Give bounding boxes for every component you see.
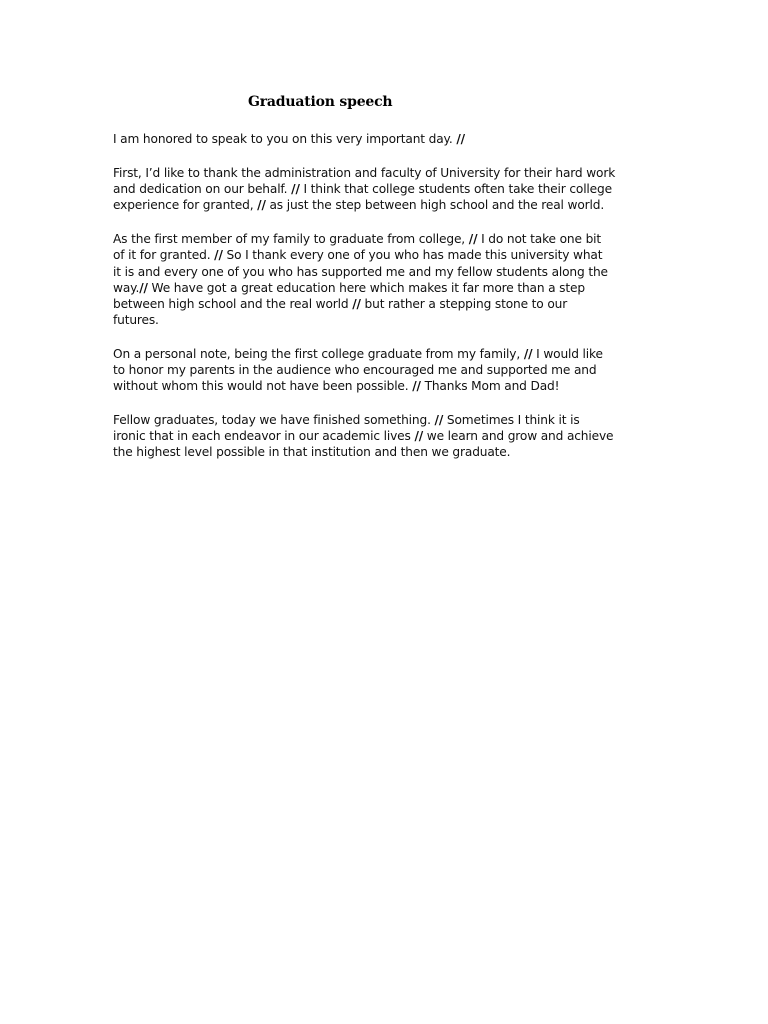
paragraph bbox=[113, 131, 658, 147]
text-segment: So I thank every one of you who has made this university what bbox=[222, 248, 603, 263]
text-line bbox=[113, 264, 658, 280]
paragraph bbox=[113, 412, 658, 460]
text-segment: way. bbox=[113, 280, 140, 295]
text-line bbox=[113, 378, 658, 394]
text-segment: As the first member of my family to graduate from college, bbox=[113, 232, 469, 247]
text-line bbox=[113, 412, 658, 428]
text-segment: Thanks Mom and Dad! bbox=[420, 379, 560, 394]
text-segment: without whom this would not have been possible. bbox=[113, 379, 413, 394]
pause-marker: // bbox=[414, 429, 424, 444]
pause-marker: // bbox=[291, 182, 300, 197]
text-line bbox=[113, 312, 658, 328]
text-line bbox=[113, 444, 658, 460]
text-line bbox=[113, 181, 658, 197]
text-segment: On a personal note, being the first college graduate from my family, bbox=[113, 346, 524, 361]
pause-marker: // bbox=[214, 248, 223, 263]
paragraph bbox=[113, 346, 658, 394]
text-line bbox=[113, 280, 658, 296]
text-line bbox=[113, 131, 658, 147]
page-title: Graduation speech bbox=[248, 94, 393, 110]
text-segment: to honor my parents in the audience who encouraged me and supported me and bbox=[113, 363, 597, 378]
pause-marker: // bbox=[456, 132, 465, 146]
text-segment: First, I’d like to thank the administration and faculty of University for their hard work bbox=[113, 166, 616, 181]
text-line bbox=[113, 247, 658, 263]
text-line bbox=[113, 296, 658, 312]
text-segment: I think that college students often take their college bbox=[299, 182, 612, 197]
text-segment: between high school and the real world bbox=[113, 296, 353, 311]
text-segment: of it for granted. bbox=[113, 248, 215, 263]
text-segment: We have got a great education here which makes it far more than a step bbox=[147, 280, 585, 295]
pause-marker: // bbox=[139, 280, 148, 295]
text-line bbox=[113, 362, 658, 378]
pause-marker: // bbox=[434, 413, 444, 428]
paragraph bbox=[113, 165, 658, 213]
text-line bbox=[113, 197, 658, 213]
speech-body bbox=[113, 131, 658, 479]
text-line bbox=[113, 231, 658, 247]
text-line bbox=[113, 346, 658, 362]
text-segment: it is and every one of you who has supported me and my fellow students along the bbox=[113, 264, 608, 279]
pause-marker: // bbox=[257, 198, 266, 213]
text-segment: I am honored to speak to you on this very important day. bbox=[113, 132, 457, 146]
paragraph bbox=[113, 231, 658, 328]
text-segment: Fellow graduates, today we have finished something. bbox=[113, 413, 435, 428]
text-segment: futures. bbox=[113, 312, 159, 327]
text-segment: we learn and grow and achieve bbox=[423, 429, 614, 444]
text-segment: as just the step between high school and the real world. bbox=[265, 198, 605, 213]
text-line bbox=[113, 165, 658, 181]
text-segment: experience for granted, bbox=[113, 198, 258, 213]
pause-marker: // bbox=[412, 379, 421, 394]
pause-marker: // bbox=[468, 232, 478, 247]
pause-marker: // bbox=[352, 296, 361, 311]
text-segment: I do not take one bit bbox=[477, 232, 602, 247]
text-segment: and dedication on our behalf. bbox=[113, 182, 292, 197]
text-segment: ironic that in each endeavor in our academic lives bbox=[113, 429, 415, 444]
text-segment: I would like bbox=[532, 346, 603, 361]
text-line bbox=[113, 428, 658, 444]
text-segment: the highest level possible in that institution and then we graduate. bbox=[113, 445, 511, 460]
pause-marker: // bbox=[523, 346, 533, 361]
text-segment: but rather a stepping stone to our bbox=[360, 296, 568, 311]
text-segment: Sometimes I think it is bbox=[443, 413, 580, 428]
